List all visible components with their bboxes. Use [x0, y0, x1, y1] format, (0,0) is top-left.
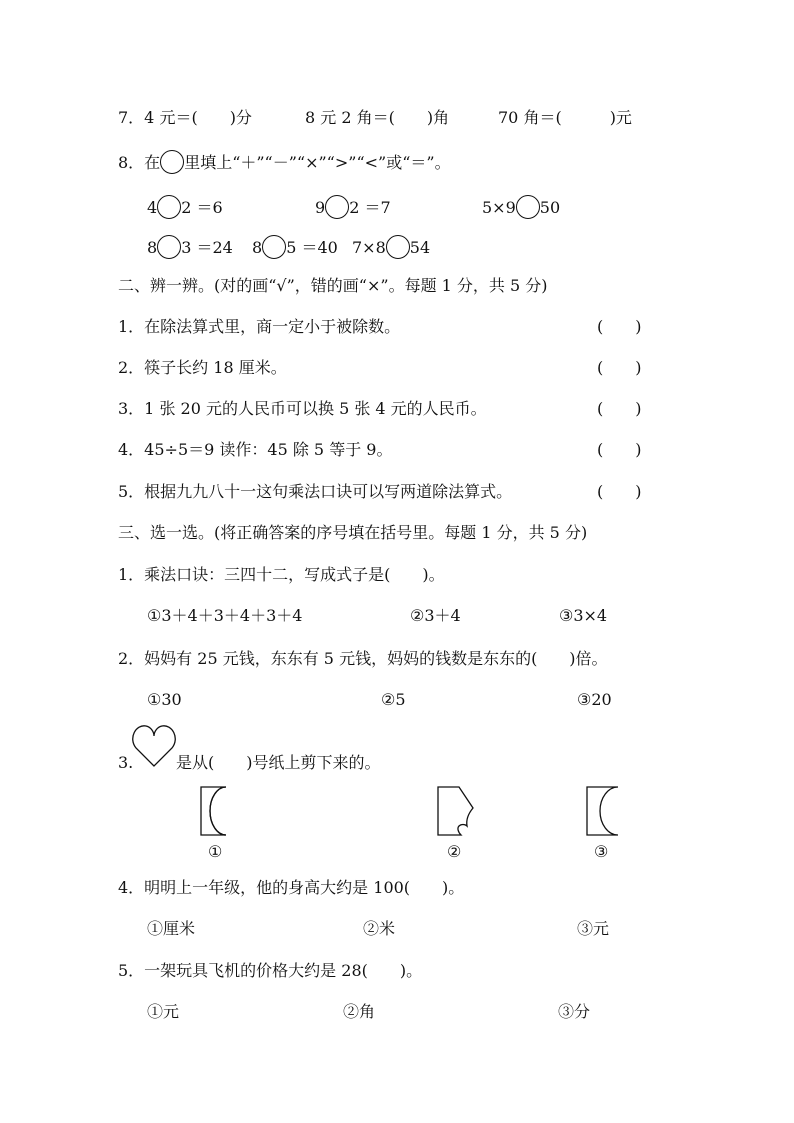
- blank-circle-icon: [262, 235, 286, 259]
- option: ③分: [558, 1002, 591, 1021]
- blank-circle-icon: [157, 195, 181, 219]
- answer-blank: ( ): [597, 482, 642, 501]
- s3-q3-number: 3.: [118, 753, 134, 772]
- option: ①3＋4＋3＋4＋3＋4: [147, 606, 303, 625]
- blank-circle-icon: [160, 150, 184, 174]
- q8-expr: 8 3 ＝24: [147, 235, 233, 259]
- section-3-title: 三、选一选。(将正确答案的序号填在括号里。每题 1 分，共 5 分): [118, 523, 588, 542]
- blank-circle-icon: [325, 195, 349, 219]
- option: ①厘米: [147, 919, 196, 938]
- blank-circle-icon: [157, 235, 181, 259]
- q7-part-a: 7．4 元＝( )分: [118, 108, 252, 127]
- answer-blank: ( ): [597, 399, 642, 418]
- q8-expr: 4 2 ＝6: [147, 195, 223, 219]
- option: ②米: [363, 919, 396, 938]
- option: ②角: [343, 1002, 376, 1021]
- option: ③20: [577, 690, 612, 709]
- answer-blank: ( ): [597, 440, 642, 459]
- paper-option-2-icon: [437, 786, 479, 836]
- q8-stem-post: 里填上“＋”“－”“×”“>”“<”或“＝”。: [184, 153, 451, 172]
- section-2-title: 二、辨一辨。(对的画“√”，错的画“×”。每题 1 分，共 5 分): [118, 276, 548, 295]
- s3-q2-stem: 2．妈妈有 25 元钱，东东有 5 元钱，妈妈的钱数是东东的( )倍。: [118, 649, 608, 668]
- q8-expr: 7×8 54: [352, 235, 430, 259]
- paper-option-1-icon: [200, 786, 242, 836]
- q8-expr: 5×9 50: [482, 195, 560, 219]
- blank-circle-icon: [386, 235, 410, 259]
- option: ①30: [147, 690, 182, 709]
- q8-stem-pre: 8．在: [118, 153, 161, 172]
- s2-item: 1．在除法算式里，商一定小于被除数。: [118, 317, 401, 336]
- option: ②3＋4: [410, 606, 461, 625]
- q8-stem: [118, 150, 451, 174]
- blank-circle-icon: [516, 195, 540, 219]
- option: ①元: [147, 1002, 180, 1021]
- q8-expr: 8 5 ＝40: [252, 235, 338, 259]
- s3-q1-stem: 1．乘法口诀：三四十二，写成式子是( )。: [118, 565, 445, 584]
- paper-option-3-icon: [586, 786, 628, 836]
- option: ③3×4: [559, 606, 608, 625]
- figure-label: ①: [208, 842, 223, 861]
- heart-shape-icon: [132, 722, 176, 768]
- q7-part-c: 70 角＝( )元: [498, 108, 632, 127]
- q8-expr: 9 2 ＝7: [315, 195, 391, 219]
- s3-q4-stem: 4．明明上一年级，他的身高大约是 100( )。: [118, 878, 465, 897]
- figure-label: ③: [594, 842, 609, 861]
- option: ②5: [381, 690, 406, 709]
- s3-q5-stem: 5．一架玩具飞机的价格大约是 28( )。: [118, 961, 423, 980]
- q7-part-b: 8 元 2 角＝( )角: [305, 108, 450, 127]
- figure-label: ②: [447, 842, 462, 861]
- s2-item: 3．1 张 20 元的人民币可以换 5 张 4 元的人民币。: [118, 399, 487, 418]
- s2-item: 2．筷子长约 18 厘米。: [118, 358, 287, 377]
- answer-blank: ( ): [597, 358, 642, 377]
- answer-blank: ( ): [597, 317, 642, 336]
- option: ③元: [577, 919, 610, 938]
- s3-q3-stem: 是从( )号纸上剪下来的。: [176, 753, 381, 772]
- s2-item: 5．根据九九八十一这句乘法口诀可以写两道除法算式。: [118, 482, 513, 501]
- s2-item: 4．45÷5＝9 读作：45 除 5 等于 9。: [118, 440, 393, 459]
